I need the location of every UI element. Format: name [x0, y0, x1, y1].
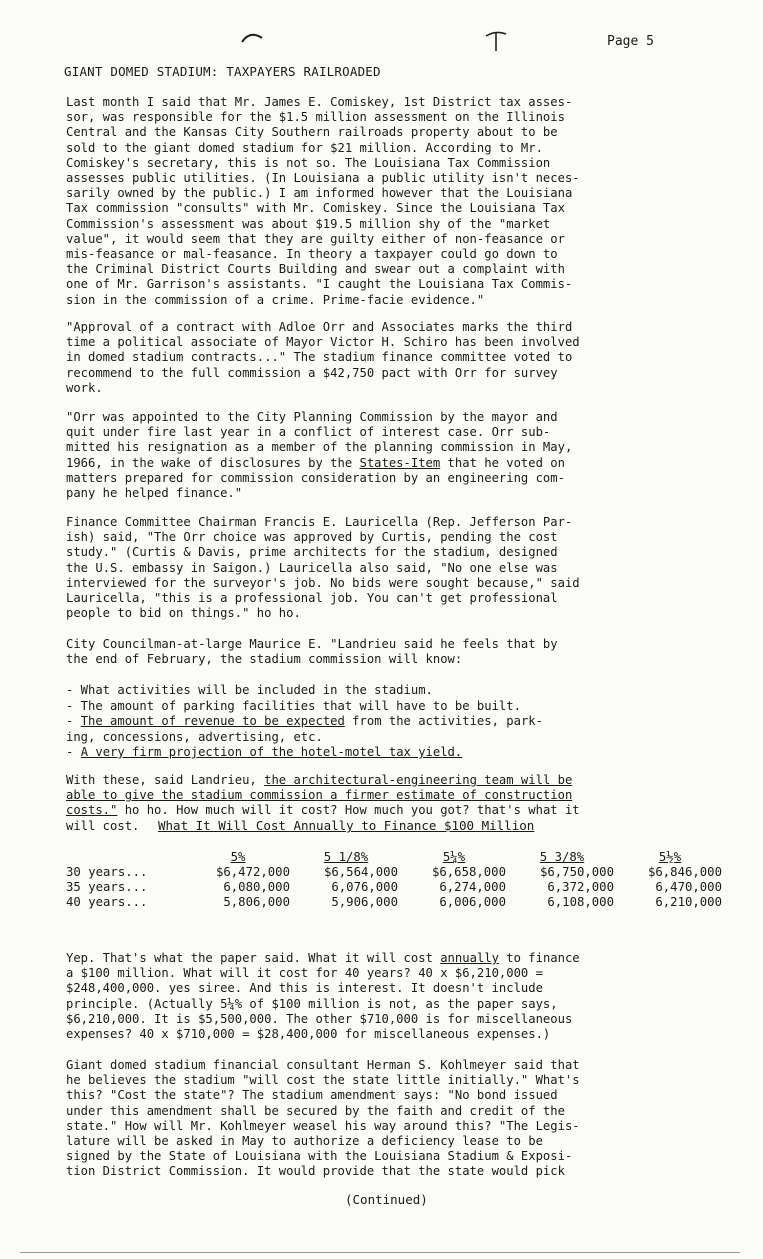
paragraph-annual-cost — [66, 951, 706, 1042]
bullet-dash: - — [66, 745, 81, 759]
bullet-item: - The amount of parking facilities that will have to be built. — [66, 698, 521, 713]
paragraph-orr-contract: "Approval of a contract with Adloe Orr and Associates marks the third time a political associate of Mayor Victor H. Schiro has been involved in domed stadium contracts..." The stadium finance committee voted to recommend to the full commission a $42,750 pact with Orr for survey work. — [66, 320, 580, 395]
bullet-list — [66, 683, 543, 761]
underlined-phrase: The amount of revenue to be expected — [80, 714, 345, 728]
p7-text-before: Yep. That's what the paper said. What it will cost — [66, 951, 441, 965]
table-cell: 6,210,000 — [655, 895, 722, 909]
paragraph-landrieu: City Councilman-at-large Maurice E. "Landrieu said he feels that by the end of February, the stadium commission will know: — [66, 637, 558, 667]
table-title: What It Will Cost Annually to Finance $100 Million — [158, 818, 535, 833]
table-cell: $6,658,000 — [431, 865, 506, 879]
table-cell: 5,806,000 — [223, 895, 290, 909]
p7-text-after: to finance a $100 million. What will it cost for 40 years? 40 x $6,210,000 = $248,400,000. yes siree. And this is interest. It doesn't include principle. (Actually 5¼% of $100 million is not, as the paper says, $6,210,000. It is $5,500,000. The other $710,000 is for miscellaneous expenses? 40 x $710,000 = $28,400,000 for miscellaneous expenses.) — [66, 951, 580, 1042]
rate-header: 5 1/8% — [323, 850, 369, 864]
table-row — [66, 895, 726, 910]
bottom-edge-line — [20, 1252, 740, 1253]
underlined-word: annually — [440, 951, 499, 965]
table-cell: 6,108,000 — [547, 895, 614, 909]
paragraph-kohlmeyer: Giant domed stadium financial consultant Herman S. Kohlmeyer said that he believes the stadium "will cost the state little initially." What's this? "Cost the state"? The stadium amendment says: "No bond issued under this amendment shall be secured by the faith and credit of the state." How will Mr. Kohlmeyer weasel his way around this? "The Legis- lature will be asked in May to authorize a deficiency lease to be signed by the State of Louisiana with the Louisiana Stadium & Exposi- tion District Commission. It would provide that the state would pick — [66, 1058, 580, 1179]
p6-text-before: With these, said Landrieu, — [66, 773, 265, 787]
term-label: 35 years... — [66, 880, 148, 894]
continued-note: (Continued) — [345, 1192, 428, 1207]
table-row — [66, 880, 726, 895]
bullet-text: from the activities, park- ing, concessions, advertising, etc. — [66, 714, 543, 744]
rate-header: 5 3/8% — [539, 850, 585, 864]
newspaper-name: States-Item — [359, 455, 441, 470]
bullet-item — [66, 745, 543, 761]
article-title: GIANT DOMED STADIUM: TAXPAYERS RAILROADED — [64, 64, 381, 79]
underlined-phrase: A very firm projection of the hotel-motel tax yield. — [80, 745, 463, 759]
table-header-row — [66, 850, 726, 865]
table-cell: 6,274,000 — [439, 880, 506, 894]
cost-table — [66, 850, 726, 910]
p6-text-after: ho ho. How much will it cost? How much you got? that's what it will cost. — [66, 803, 580, 833]
table-cell: 6,006,000 — [439, 895, 506, 909]
table-cell: 6,470,000 — [655, 880, 722, 894]
rate-header: 5½% — [658, 850, 682, 864]
bullet-item: - What activities will be included in the stadium. — [66, 683, 433, 697]
table-corner — [66, 850, 186, 865]
term-label: 30 years... — [66, 865, 148, 879]
table-cell: $6,750,000 — [539, 865, 614, 879]
hole-punch-mark-right — [484, 30, 508, 52]
table-cell: $6,846,000 — [647, 865, 722, 879]
p3-text-before: "Orr was appointed to the City Planning Commission by the mayor and quit under fire last year in a conflict of interest case. Orr sub- mitted his resignation as a member of the planning commission in May, 1966, in the wake of disclosures by the — [66, 410, 573, 470]
p3-text-after: that he voted on matters prepared for commission consideration by an engineering com- pany he helped finance." — [66, 455, 565, 501]
table-cell: 5,906,000 — [331, 895, 398, 909]
term-label: 40 years... — [66, 895, 148, 909]
table-cell: $6,564,000 — [323, 865, 398, 879]
table-cell: 6,372,000 — [547, 880, 614, 894]
rate-header: 5% — [230, 850, 246, 864]
page-number: Page 5 — [607, 34, 654, 49]
underlined-quote: the architectural-engineering team will be able to give the stadium commission a firmer estimate of construction costs." — [66, 773, 573, 818]
hole-punch-mark-left — [240, 30, 264, 44]
table-cell: 6,080,000 — [223, 880, 290, 894]
paragraph-orr-appointment — [66, 410, 706, 501]
paragraph-lauricella: Finance Committee Chairman Francis E. Lauricella (Rep. Jefferson Par- ish) said, "The Orr choice was approved by Curtis, pending the cost study." (Curtis & Davis, prime architects for the stadium, designed the U.S. embassy in Saigon.) Lauricella also said, "No one else was interviewed for the surveyor's job. No bids were sought because," said Lauricella, "this is a professional job. You can't get professional people to bid on things." ho ho. — [66, 515, 580, 621]
table-cell: $6,472,000 — [215, 865, 290, 879]
rate-header: 5¼% — [442, 850, 466, 864]
paragraph-comiskey: Last month I said that Mr. James E. Comiskey, 1st District tax asses- sor, was responsible for the $1.5 million assessment on the Illinois Central and the Kansas City Southern railroads property about to be sold to the giant domed stadium for $21 million. According to Mr. Comiskey's secretary, this is not so. The Louisiana Tax Commission assesses public utilities. (In Louisiana a public utility isn't neces- sarily owned by the public.) I am informed however that the Louisiana Tax commission "consults" with Mr. Comiskey. Since the Louisiana Tax Commission's assessment was about $19.5 million shy of the "market value", it would seem that they are guilty either of non-feasance or mis-feasance or mal-feasance. In theory a taxpayer could go down to the Criminal District Courts Building and swear out a complaint with one of Mr. Garrison's assistants. "I caught the Louisiana Tax Commis- sion in the commission of a crime. Prime-facie evidence." — [66, 95, 580, 307]
bullet-item — [66, 714, 543, 745]
table-cell: 6,076,000 — [331, 880, 398, 894]
bullet-dash: - — [66, 714, 81, 728]
table-row — [66, 865, 726, 880]
